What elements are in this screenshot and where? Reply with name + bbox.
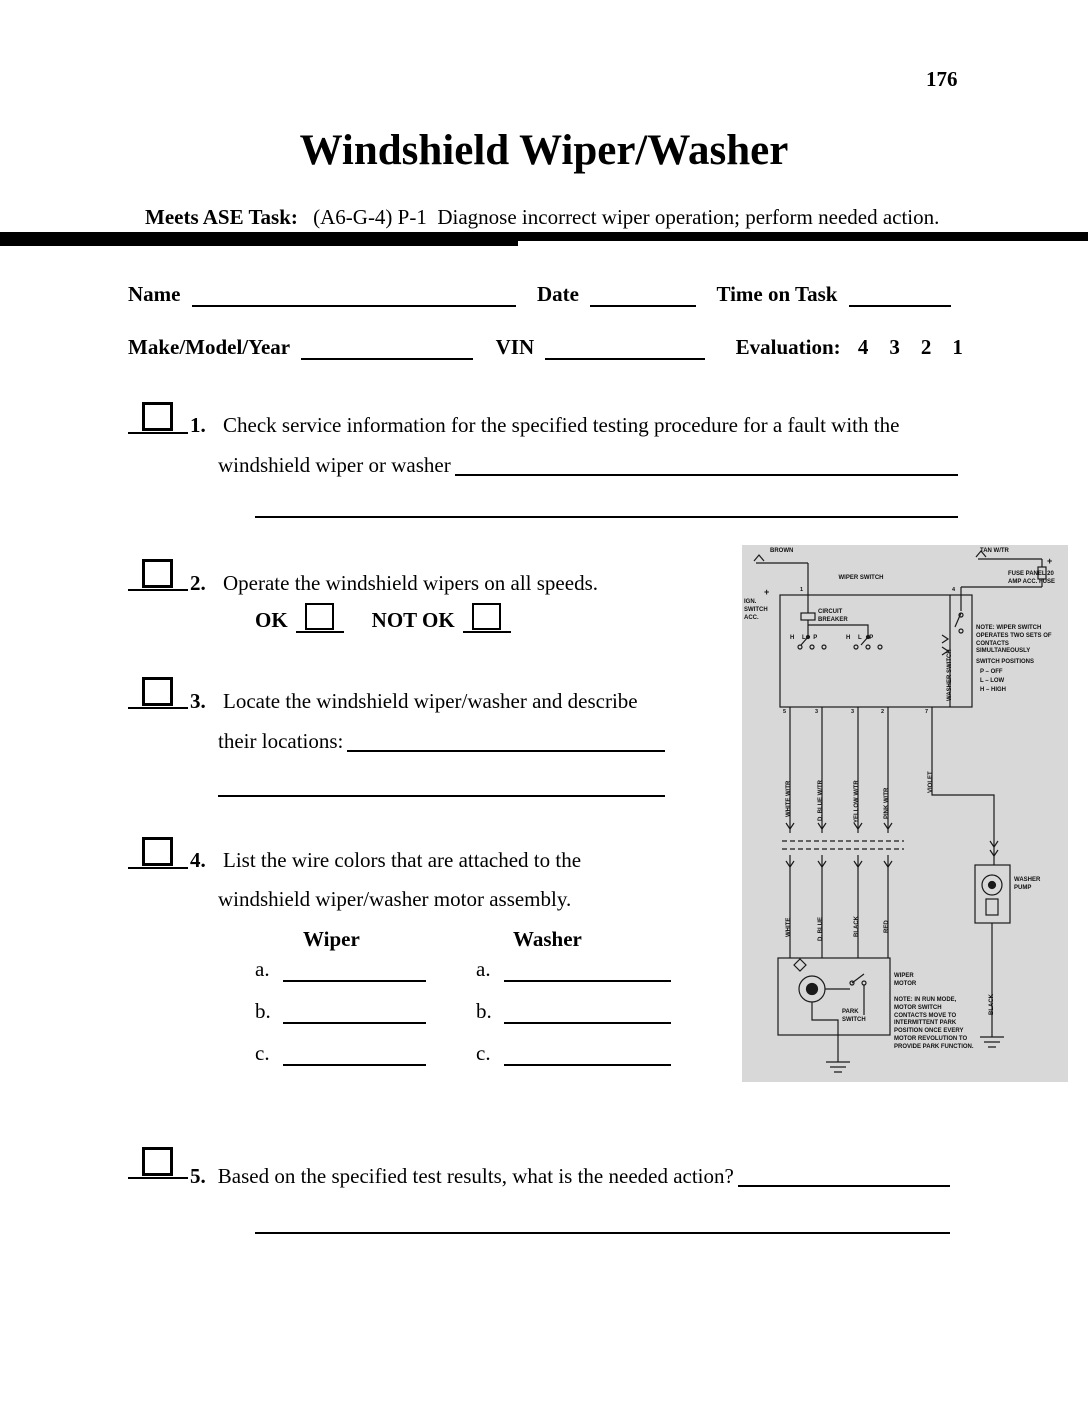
- evaluation-scale: 4 3 2 1: [857, 335, 963, 359]
- label-switch-positions: SWITCH POSITIONS: [976, 659, 1035, 665]
- task-2-line-1: [190, 570, 598, 596]
- name-label: Name: [128, 282, 181, 306]
- checkbox-line: [296, 631, 344, 633]
- task-1-answer-blank-2[interactable]: [255, 492, 958, 518]
- wire-color-row-a: [255, 956, 675, 982]
- checkbox-line: [128, 589, 188, 591]
- ase-task-label: Meets ASE Task:: [145, 205, 298, 229]
- label-fuse-panel: FUSE PANEL 20 AMP ACC. FUSE: [1008, 571, 1056, 585]
- not-ok-checkbox[interactable]: [463, 600, 511, 633]
- terminal-2: 2: [881, 709, 885, 715]
- task-3-answer-blank-1[interactable]: [347, 728, 665, 752]
- time-on-task-label: Time on Task: [716, 282, 838, 306]
- label-black-vertical: BLACK: [989, 994, 995, 1015]
- ground-symbol: [826, 1062, 850, 1072]
- label-violet: VIOLET: [928, 771, 934, 793]
- task-4-text: List the wire colors that are attached to the: [223, 848, 582, 872]
- washer-column-header: Washer: [513, 927, 582, 951]
- task-1-text-2: windshield wiper or washer: [218, 453, 451, 477]
- checkbox-square: [142, 837, 173, 866]
- row-c-label: c.: [255, 1041, 270, 1065]
- ase-task-text: (A6-G-4) P-1 Diagnose incorrect wiper operation; perform needed action.: [313, 205, 940, 229]
- checkbox-line: [463, 631, 511, 633]
- make-model-year-field-blank[interactable]: [301, 336, 473, 360]
- wiper-color-b-blank[interactable]: [283, 1000, 426, 1024]
- terminal-1: 1: [800, 587, 804, 593]
- row-b-label-2: b.: [476, 999, 492, 1023]
- label-yellow-wtr: YELLOW W/TR: [854, 780, 860, 823]
- terminal-5: 5: [783, 709, 787, 715]
- label-note-wiper-switch: NOTE: WIPER SWITCH OPERATES TWO SETS OF CONTACTS SIMULTANEOUSLY: [976, 625, 1052, 655]
- label-white-wtr: WHITE W/TR: [786, 780, 792, 817]
- vin-field-blank[interactable]: [545, 336, 705, 360]
- washer-color-b-blank[interactable]: [504, 1000, 671, 1024]
- evaluation-label: Evaluation:: [735, 335, 841, 359]
- task-1-number: 1.: [190, 413, 206, 437]
- task-1-line-2: [218, 452, 958, 478]
- ase-task-line: [145, 204, 939, 230]
- contact-letters-right: H L P: [846, 635, 877, 641]
- contact-letters-left: H L P: [790, 635, 821, 641]
- task-5-number: 5.: [190, 1164, 206, 1188]
- terminal-3b: 3: [851, 709, 855, 715]
- label-black: BLACK: [854, 916, 860, 937]
- label-red: RED: [884, 920, 890, 933]
- checkbox-square: [142, 677, 173, 706]
- task-3-line-2: [218, 728, 665, 754]
- task-1-answer-blank-1[interactable]: [455, 452, 958, 476]
- wiring-diagram: [742, 545, 1068, 1082]
- ok-checkbox[interactable]: [296, 600, 344, 633]
- washer-color-c-blank[interactable]: [504, 1042, 671, 1066]
- task-5-line-1: [190, 1163, 950, 1189]
- time-on-task-field-blank[interactable]: [849, 283, 951, 307]
- label-position-off: P – OFF: [980, 669, 1003, 675]
- checkbox-line: [128, 1177, 188, 1179]
- task-1-text: Check service information for the specified testing procedure for a fault with the: [223, 413, 900, 437]
- terminal-7: 7: [925, 709, 929, 715]
- wire-color-row-c: [255, 1040, 675, 1066]
- checkbox-square: [142, 559, 173, 588]
- terminal-3a: 3: [815, 709, 819, 715]
- task-3-checkbox[interactable]: [128, 675, 188, 709]
- checkbox-square: [142, 402, 173, 431]
- form-line-1: [128, 281, 951, 307]
- label-ign-switch-acc: IGN. SWITCH ACC.: [744, 599, 768, 621]
- checkbox-line: [128, 432, 188, 434]
- label-note-run-mode: NOTE: IN RUN MODE, MOTOR SWITCH CONTACTS MOVE TO INTERMITTENT PARK POSITION ONCE EVERY MOTOR REVOLUTION TO PROVIDE PARK FUNCTION.: [894, 997, 974, 1050]
- page-title: Windshield Wiper/Washer: [299, 127, 789, 174]
- task-5-checkbox[interactable]: [128, 1145, 188, 1179]
- label-pink-wtr: PINK W/TR: [884, 787, 890, 819]
- task-4-checkbox[interactable]: [128, 835, 188, 869]
- not-ok-label: NOT OK: [371, 608, 455, 632]
- label-white: WHITE: [786, 917, 792, 937]
- make-model-year-label: Make/Model/Year: [128, 335, 291, 359]
- label-dblue-wtr: D. BLUE W/TR: [818, 780, 824, 821]
- task-2-number: 2.: [190, 571, 206, 595]
- label-brown: BROWN: [770, 548, 794, 554]
- task-2-text: Operate the windshield wipers on all speeds.: [223, 571, 598, 595]
- plus-symbol-right: +: [1047, 556, 1053, 566]
- task-3-text-2: their locations:: [218, 729, 344, 753]
- wiper-color-c-blank[interactable]: [283, 1042, 426, 1066]
- divider-rule-segment: [0, 241, 518, 246]
- task-3-answer-blank-2[interactable]: [218, 771, 665, 797]
- name-field-blank[interactable]: [192, 283, 516, 307]
- ok-label: OK: [255, 608, 288, 632]
- checkbox-square: [472, 603, 501, 630]
- wire-color-row-b: [255, 998, 675, 1024]
- wiper-color-a-blank[interactable]: [283, 958, 426, 982]
- date-label: Date: [536, 282, 579, 306]
- circuit-breaker-symbol: [801, 613, 815, 620]
- label-wiper-switch: WIPER SWITCH: [838, 575, 884, 581]
- task-3-text: Locate the windshield wiper/washer and describe: [223, 689, 638, 713]
- form-line-2: [128, 334, 963, 360]
- vin-label: VIN: [495, 335, 535, 359]
- page-number: 176: [926, 67, 958, 91]
- label-position-low: L – LOW: [980, 678, 1005, 684]
- task-5-text: Based on the specified test results, what is the needed action?: [217, 1164, 734, 1188]
- label-washer-pump: WASHER PUMP: [1014, 877, 1041, 891]
- task-5-answer-blank-1[interactable]: [738, 1163, 950, 1187]
- checkbox-line: [128, 867, 188, 869]
- label-wiper-motor: WIPER MOTOR: [894, 973, 917, 987]
- checkbox-line: [128, 707, 188, 709]
- date-field-blank[interactable]: [590, 283, 696, 307]
- divider-rule-thick: [0, 232, 1088, 241]
- wiper-column-header: Wiper: [303, 927, 360, 951]
- task-4-line-1: [190, 847, 581, 873]
- task-4-line-2: [218, 886, 571, 912]
- task-5-answer-blank-2[interactable]: [255, 1208, 950, 1234]
- label-park-switch: PARK SWITCH: [842, 1009, 866, 1023]
- task-2-ok-row: [255, 599, 511, 633]
- label-position-high: H – HIGH: [980, 687, 1007, 693]
- task-1-line-1: [190, 412, 899, 438]
- washer-color-a-blank[interactable]: [504, 958, 671, 982]
- task-1-checkbox[interactable]: [128, 400, 188, 434]
- task-2-checkbox[interactable]: [128, 557, 188, 591]
- label-dblue: D. BLUE: [818, 917, 824, 941]
- ground-symbol: [980, 1037, 1004, 1047]
- switch-box: [780, 595, 972, 707]
- plus-symbol-left: +: [764, 587, 770, 597]
- task-4-number: 4.: [190, 848, 206, 872]
- washer-pump-symbol: [975, 865, 1010, 1047]
- checkbox-square: [142, 1147, 173, 1176]
- row-b-label: b.: [255, 999, 271, 1023]
- terminal-4: 4: [952, 587, 956, 593]
- row-c-label-2: c.: [476, 1041, 491, 1065]
- row-a-label-2: a.: [476, 957, 491, 981]
- label-circuit-breaker: CIRCUIT BREAKER: [818, 609, 848, 623]
- row-a-label: a.: [255, 957, 270, 981]
- violet-wire: [932, 707, 994, 865]
- label-washer-switch: WASHER SWITCH: [947, 649, 953, 701]
- label-tan-wtr: TAN W/TR: [980, 548, 1009, 554]
- task-4-text-2: windshield wiper/washer motor assembly.: [218, 887, 572, 911]
- task-3-number: 3.: [190, 689, 206, 713]
- task-3-line-1: [190, 688, 638, 714]
- checkbox-square: [305, 603, 334, 630]
